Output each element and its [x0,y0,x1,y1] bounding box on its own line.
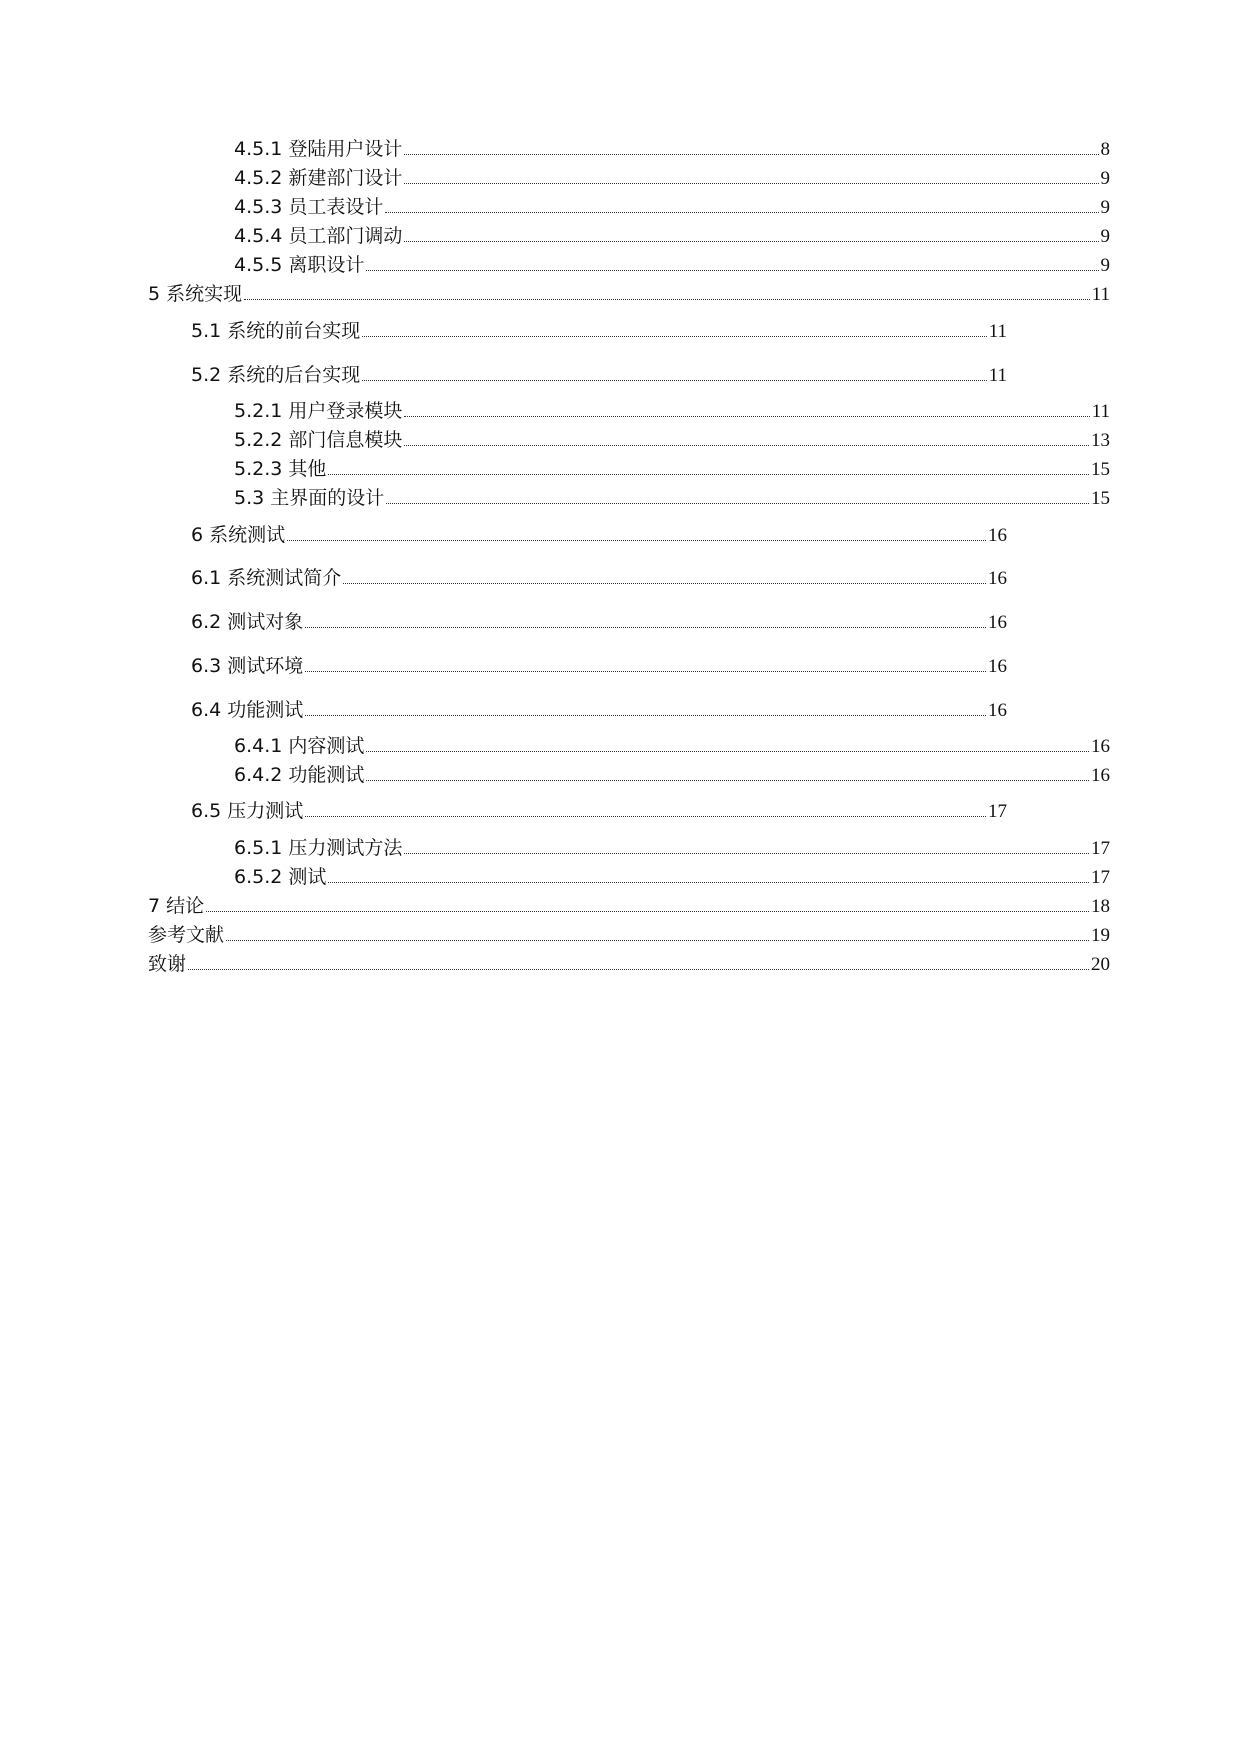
toc-entry[interactable] [148,892,1110,920]
toc-leader-dots [404,183,1098,184]
toc-entry-page-number: 17 [988,801,1007,822]
toc-entry[interactable] [148,280,1110,308]
toc-entry-label: 6.5 压力测试 [191,800,304,822]
toc-entry[interactable] [191,652,1007,680]
toc-entry-page-number: 11 [988,365,1007,386]
toc-entry[interactable] [191,696,1007,724]
toc-entry-page-number: 11 [988,321,1007,342]
toc-entry[interactable] [234,426,1110,454]
toc-entry[interactable] [234,251,1110,279]
toc-leader-dots [366,751,1089,752]
toc-entry-page-number: 13 [1091,430,1110,451]
toc-entry[interactable] [234,135,1110,163]
toc-leader-dots [362,336,986,337]
toc-leader-dots [305,627,986,628]
toc-entry-label: 6 系统测试 [191,524,286,546]
toc-entry-page-number: 17 [1091,867,1110,888]
toc-entry[interactable] [234,397,1110,425]
toc-entry-label: 5.1 系统的前台实现 [191,320,361,342]
toc-entry-page-number: 16 [988,700,1007,721]
toc-entry-label: 7 结论 [148,895,205,917]
toc-entry-page-number: 16 [988,656,1007,677]
toc-entry-label: 5.2.1 用户登录模块 [234,400,403,422]
toc-entry-label: 6.4.1 内容测试 [234,735,365,757]
toc-entry-label: 参考文献 [148,924,225,946]
toc-leader-dots [188,969,1089,970]
toc-leader-dots [404,416,1089,417]
toc-entry[interactable] [234,834,1110,862]
toc-entry-page-number: 16 [988,525,1007,546]
toc-entry[interactable] [234,484,1110,512]
toc-leader-dots [343,583,986,584]
toc-entry-page-number: 16 [988,568,1007,589]
toc-leader-dots [328,474,1089,475]
toc-entry[interactable] [234,164,1110,192]
toc-entry[interactable] [234,761,1110,789]
toc-entry-page-number: 18 [1091,896,1110,917]
toc-leader-dots [366,780,1089,781]
toc-entry-label: 5 系统实现 [148,283,243,305]
toc-entry-page-number: 16 [1091,736,1110,757]
toc-leader-dots [362,380,986,381]
toc-entry[interactable] [191,608,1007,636]
toc-entry-label: 4.5.5 离职设计 [234,254,365,276]
toc-entry-label: 6.3 测试环境 [191,655,304,677]
toc-entry-page-number: 9 [1100,168,1110,189]
toc-entry[interactable] [191,521,1007,549]
toc-entry[interactable] [148,950,1110,978]
toc-entry-label: 4.5.2 新建部门设计 [234,167,403,189]
toc-entry-page-number: 17 [1091,838,1110,859]
toc-entry-page-number: 9 [1100,197,1110,218]
toc-entry-page-number: 16 [988,612,1007,633]
toc-entry-page-number: 11 [1091,401,1110,422]
toc-entry[interactable] [148,921,1110,949]
toc-leader-dots [305,671,986,672]
toc-entry-page-number: 9 [1100,255,1110,276]
toc-entry-page-number: 19 [1091,925,1110,946]
toc-entry[interactable] [234,222,1110,250]
toc-leader-dots [305,816,986,817]
toc-entry[interactable] [191,564,1007,592]
toc-entry-label: 6.4 功能测试 [191,699,304,721]
toc-entry-label: 5.3 主界面的设计 [234,487,385,509]
toc-entry-label: 致谢 [148,953,187,975]
toc-entry-label: 6.5.2 测试 [234,866,327,888]
toc-entry-label: 6.4.2 功能测试 [234,764,365,786]
toc-entry[interactable] [191,797,1007,825]
toc-leader-dots [386,503,1089,504]
toc-entry-label: 6.1 系统测试简介 [191,567,342,589]
toc-entry-page-number: 11 [1091,284,1110,305]
toc-entry[interactable] [234,193,1110,221]
toc-entry-label: 5.2.2 部门信息模块 [234,429,403,451]
toc-entry[interactable] [191,361,1007,389]
toc-entry-page-number: 9 [1100,226,1110,247]
toc-leader-dots [244,299,1090,300]
toc-leader-dots [404,154,1098,155]
toc-entry-page-number: 15 [1091,488,1110,509]
toc-entry[interactable] [234,863,1110,891]
toc-entry-label: 4.5.1 登陆用户设计 [234,138,403,160]
toc-entry[interactable] [234,732,1110,760]
toc-leader-dots [404,853,1089,854]
toc-leader-dots [385,212,1098,213]
toc-leader-dots [366,270,1098,271]
toc-leader-dots [287,540,986,541]
toc-entry[interactable] [191,317,1007,345]
toc-entry-label: 5.2.3 其他 [234,458,327,480]
toc-leader-dots [226,940,1089,941]
toc-entry-page-number: 8 [1100,139,1110,160]
toc-leader-dots [404,241,1098,242]
toc-entry-label: 4.5.3 员工表设计 [234,196,384,218]
toc-entry-page-number: 20 [1091,954,1110,975]
toc-entry-label: 4.5.4 员工部门调动 [234,225,403,247]
toc-entry-label: 5.2 系统的后台实现 [191,364,361,386]
toc-entry[interactable] [234,455,1110,483]
toc-leader-dots [328,882,1089,883]
toc-entry-page-number: 15 [1091,459,1110,480]
toc-entry-label: 6.2 测试对象 [191,611,304,633]
toc-entry-page-number: 16 [1091,765,1110,786]
toc-entry-label: 6.5.1 压力测试方法 [234,837,403,859]
toc-leader-dots [404,445,1089,446]
toc-leader-dots [206,911,1089,912]
toc-leader-dots [305,715,986,716]
